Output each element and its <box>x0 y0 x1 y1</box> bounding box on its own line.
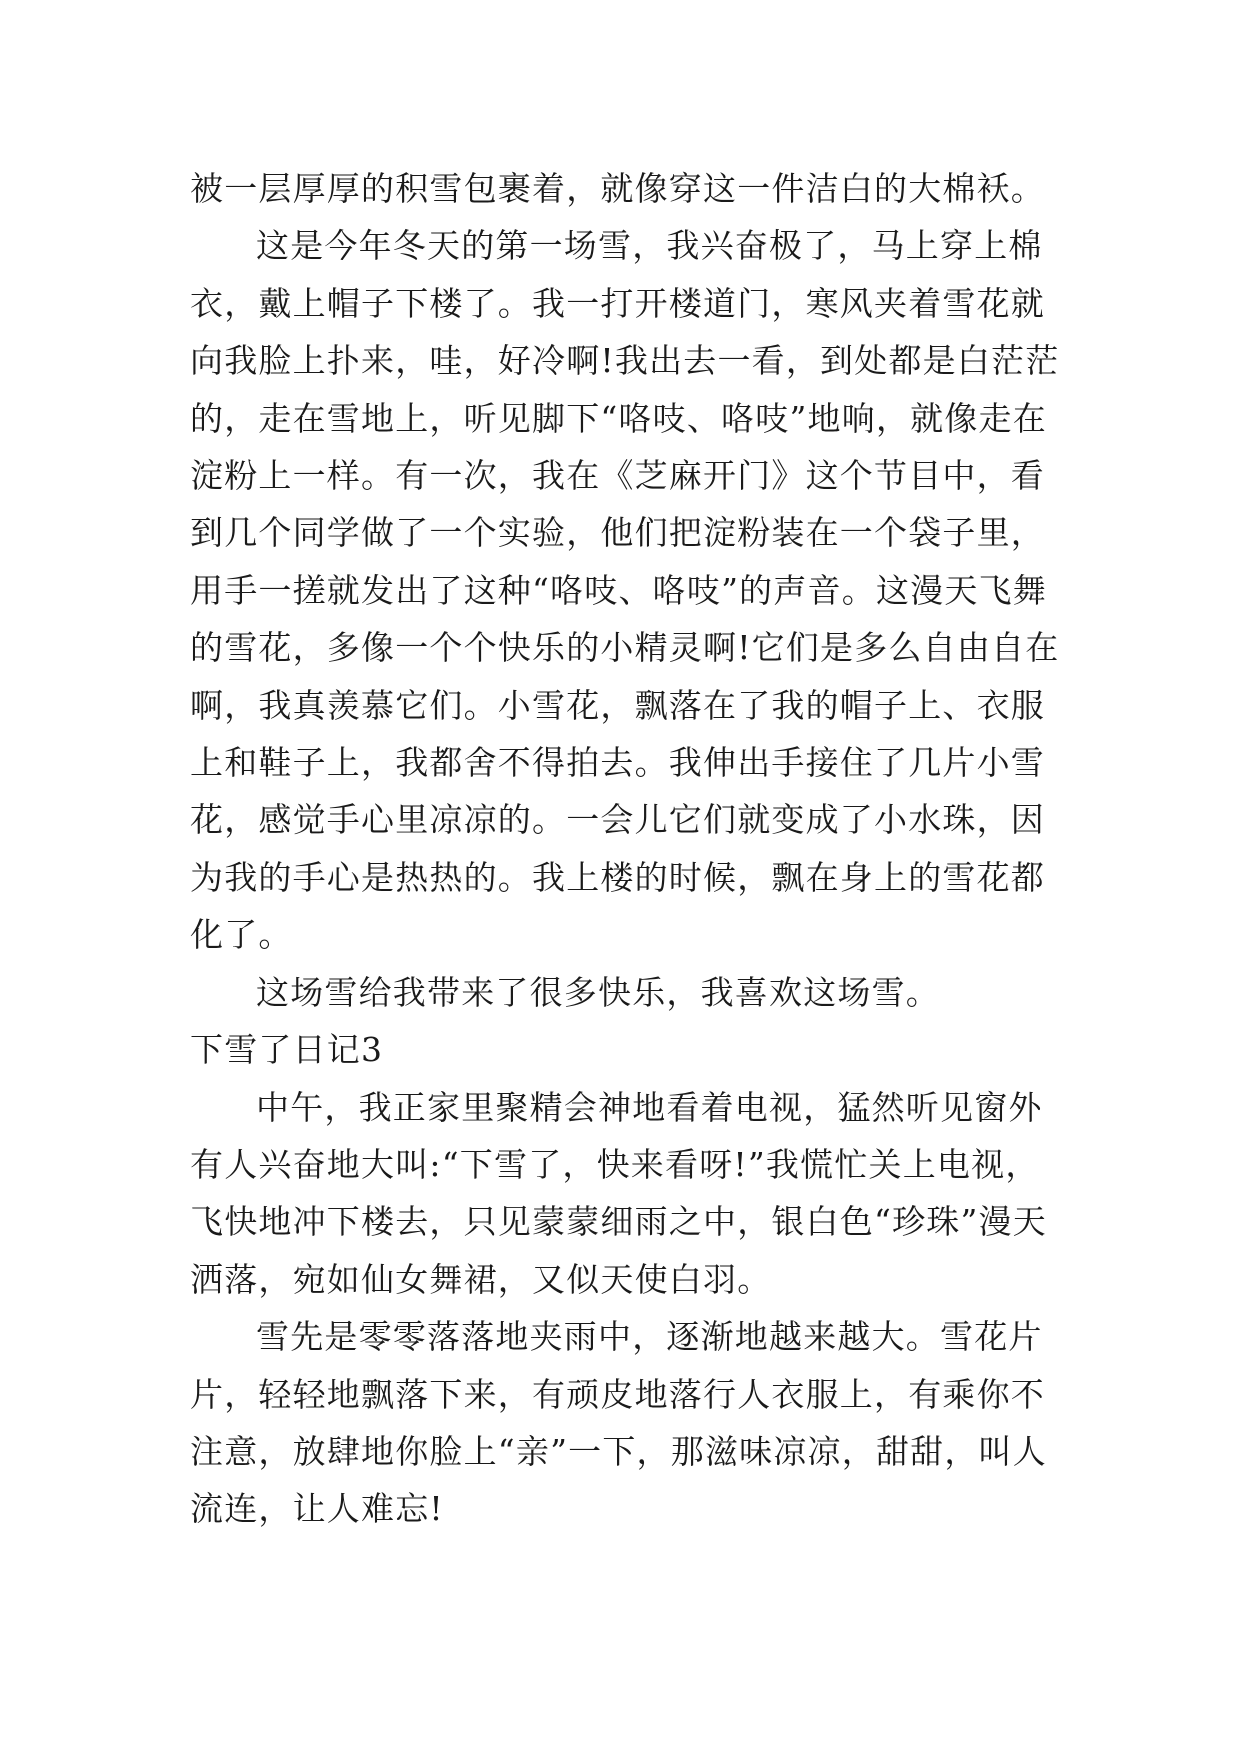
paragraph-noon-snow: 中午，我正家里聚精会神地看着电视，猛然听见窗外有人兴奋地大叫:“下雪了，快来看呀!”我慌忙关上电视，飞快地冲下楼去，只见蒙蒙细雨之中，银白色“珍珠”漫天洒落，宛如仙女舞裙，又似天使白羽。 <box>190 1087 1047 1299</box>
section-title: 下雪了日记3 <box>190 1030 384 1070</box>
paragraph-snow-walk: 这是今年冬天的第一场雪，我兴奋极了，马上穿上棉衣，戴上帽子下楼了。我一打开楼道门，寒风夹着雪花就向我脸上扑来，哇，好冷啊!我出去一看，到处都是白茫茫的，走在雪地上，听见脚下“咯吱、咯吱”地响，就像走在淀粉上一样。有一次，我在《芝麻开门》这个节目中，看到几个同学做了一个实验，他们把淀粉装在一个袋子里，用手一搓就发出了这种“咯吱、咯吱”的声音。这漫天飞舞的雪花，多像一个个快乐的小精灵啊!它们是多么自由自在啊，我真羡慕它们。小雪花，飘落在了我的帽子上、衣服上和鞋子上，我都舍不得拍去。我伸出手接住了几片小雪花，感觉手心里凉凉的。一会儿它们就变成了小水珠，因为我的手心是热热的。我上楼的时候，飘在身上的雪花都化了。 <box>190 226 1060 955</box>
document-page <box>190 160 1070 1538</box>
paragraph-continued: 被一层厚厚的积雪包裹着，就像穿这一件洁白的大棉袄。 <box>190 169 1045 208</box>
paragraph-conclusion: 这场雪给我带来了很多快乐，我喜欢这场雪。 <box>256 972 940 1012</box>
paragraph-snowflakes: 雪先是零零落落地夹雨中，逐渐地越来越大。雪花片片，轻轻地飘落下来，有顽皮地落行人衣服上，有乘你不注意，放肆地你脸上“亲”一下，那滋味凉凉，甜甜，叫人流连，让人难忘! <box>190 1317 1047 1529</box>
